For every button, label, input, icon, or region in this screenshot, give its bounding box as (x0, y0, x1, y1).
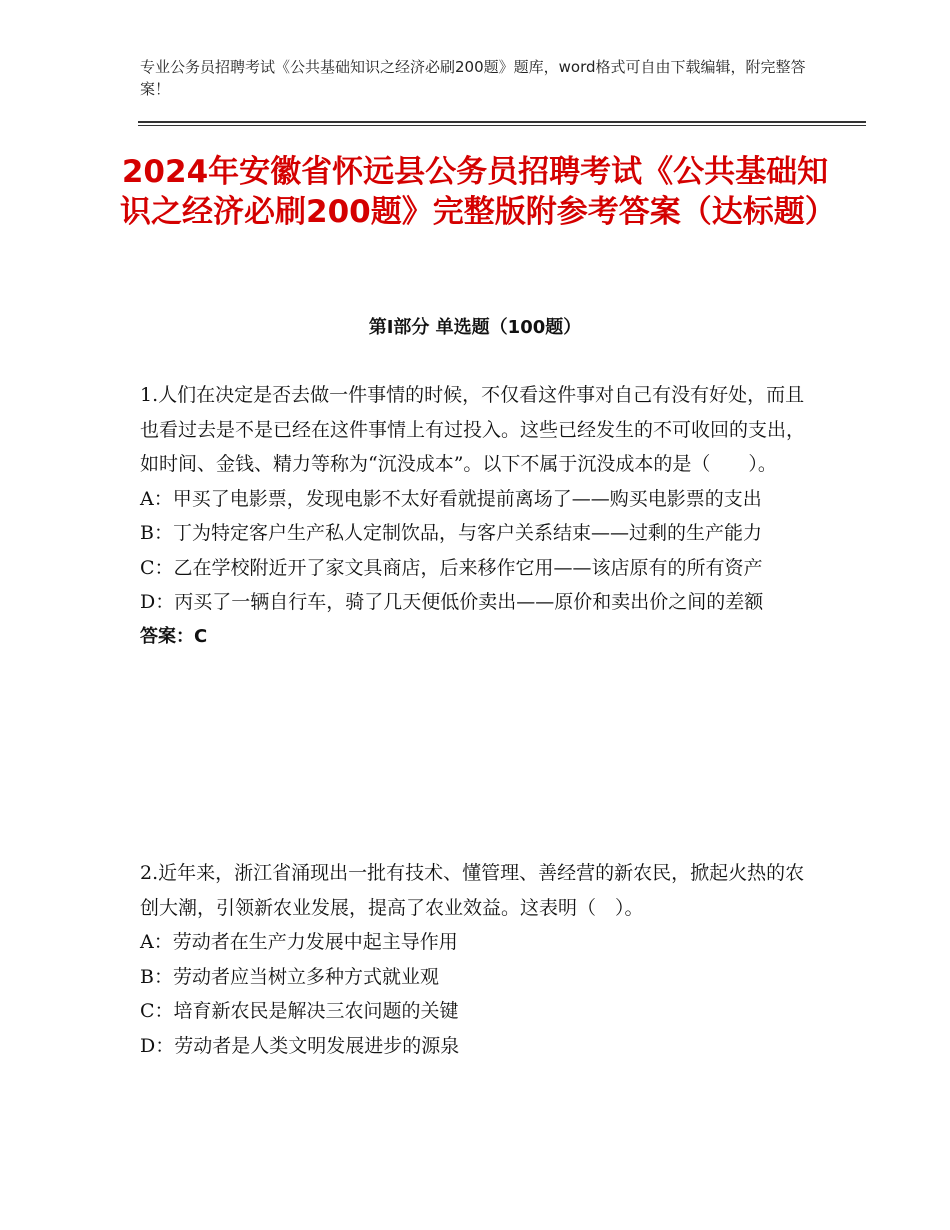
document-title: 2024年安徽省怀远县公务员招聘考试《公共基础知识之经济必刷200题》完整版附参考答案（达标题） (120, 154, 836, 230)
option-d: D：劳动者是人类文明发展进步的源泉 (140, 1034, 460, 1057)
option-c: C：培育新农民是解决三农问题的关键 (140, 1000, 459, 1022)
option-b: B：劳动者应当树立多种方式就业观 (140, 965, 439, 988)
option-d: D：丙买了一辆自行车，骑了几天便低价卖出——原价和卖出价之间的差额 (140, 591, 764, 613)
header-note: 专业公务员招聘考试《公共基础知识之经济必刷200题》题库，word格式可自由下载编辑，附完整答案！ (140, 58, 806, 98)
header-divider-thick (138, 121, 866, 123)
section-heading: 第I部分 单选题（100题） (368, 317, 582, 338)
option-c: C：乙在学校附近开了家文具商店，后来移作它用——该店原有的所有资产 (140, 556, 763, 579)
question-2 (140, 856, 808, 1063)
option-a: A：甲买了电影票，发现电影不太好看就提前离场了——购买电影票的支出 (140, 487, 762, 510)
header-divider-thin (138, 125, 866, 126)
answer-line: 答案：C (140, 625, 208, 647)
question-stem: 2.近年来，浙江省涌现出一批有技术、懂管理、善经营的新农民，掀起火热的农创大潮，引领新农业发展，提高了农业效益。这表明（ ）。 (140, 862, 805, 919)
option-a: A：劳动者在生产力发展中起主导作用 (140, 931, 458, 953)
option-b: B：丁为特定客户生产私人定制饮品，与客户关系结束——过剩的生产能力 (140, 522, 762, 544)
question-1 (140, 378, 808, 654)
question-stem: 1.人们在决定是否去做一件事情的时候，不仅看这件事对自己有没有好处，而且也看过去是不是已经在这件事情上有过投入。这些已经发生的不可收回的支出，如时间、金钱、精力等称为“沉没成本”。以下不属于沉没成本的是（ ）。 (140, 384, 806, 475)
